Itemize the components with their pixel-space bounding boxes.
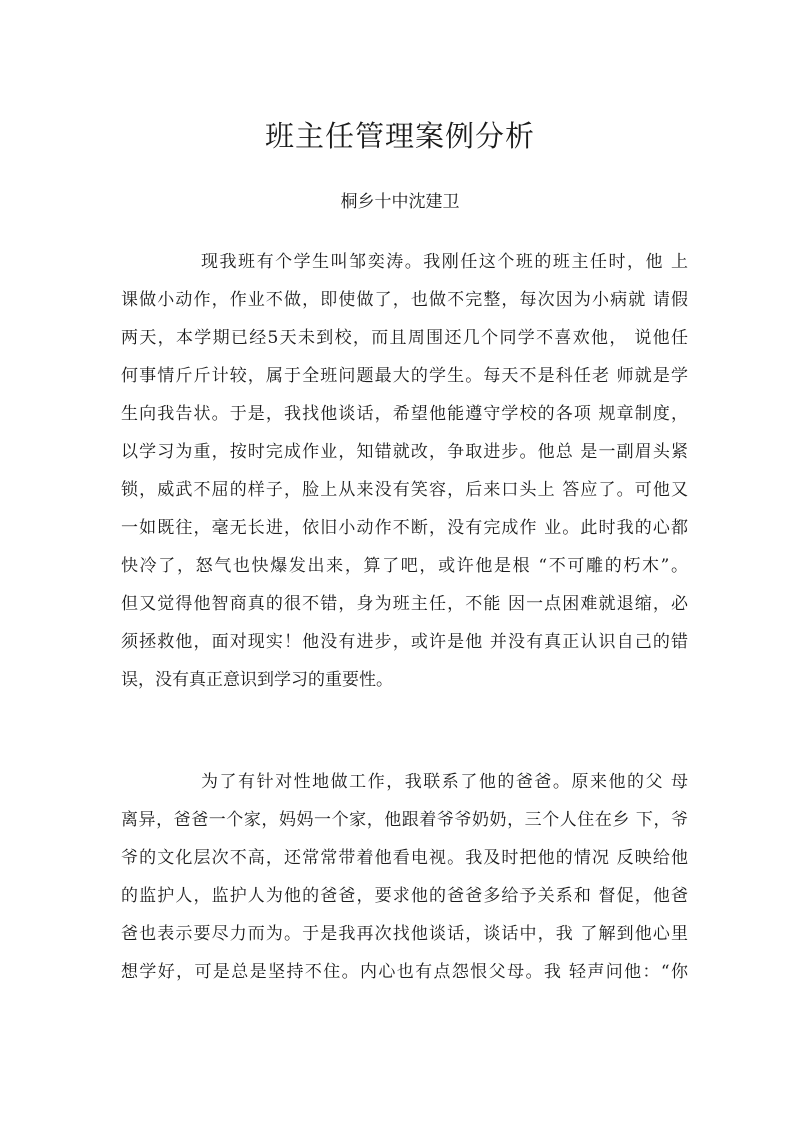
text-line: 爸也表示要尽力而为。于是我再次找他谈话，谈话中，我 了解到他心里 (121, 924, 688, 944)
text-line: 现我班有个学生叫邹奕涛。我刚任这个班的班主任时，他 上 (201, 252, 688, 272)
text-line: 一如既往，毫无长进，依旧小动作不断，没有完成作 业。此时我的心都 (121, 518, 688, 538)
text-line: 想学好，可是总是坚持不住。内心也有点怨恨父母。我 轻声问他：“你 (121, 962, 688, 982)
author-line: 桐乡十中沈建卫 (340, 192, 460, 212)
text-line: 离异，爸爸一个家，妈妈一个家，他跟着爷爷奶奶，三个人住在乡 下，爷 (121, 810, 688, 830)
text-line: 锁，威武不屈的样子，脸上从来没有笑容，后来口头上 答应了。可他又 (121, 480, 688, 500)
text-line: 课做小动作，作业不做，即使做了，也做不完整，每次因为小病就 请假 (121, 290, 688, 310)
text-line: 两天，本学期已经5天未到校，而且周围还几个同学不喜欢他， 说他任 (121, 328, 688, 348)
text-line: 为了有针对性地做工作，我联系了他的爸爸。原来他的父 母 (201, 772, 688, 792)
text-line: 误，没有真正意识到学习的重要性。 (121, 670, 393, 690)
text-line: 快冷了，怒气也快爆发出来，算了吧，或许他是根 “不可雕的朽木”。 (121, 556, 688, 576)
paragraph-2 (121, 763, 688, 991)
text-line: 但又觉得他智商真的很不错，身为班主任，不能 因一点困难就退缩，必 (121, 594, 688, 614)
text-line: 爷的文化层次不高，还常常带着他看电视。我及时把他的情况 反映给他 (121, 848, 688, 868)
text-line: 以学习为重，按时完成作业，知错就改，争取进步。他总 是一副眉头紧 (121, 442, 688, 462)
text-line: 生向我告状。于是，我找他谈话，希望他能遵守学校的各项 规章制度， (121, 404, 688, 424)
text-line: 何事情斤斤计较，属于全班问题最大的学生。每天不是科任老 师就是学 (121, 366, 688, 386)
text-line: 须拯救他，面对现实！他没有进步，或许是他 并没有真正认识自己的错 (121, 632, 688, 652)
document-title: 班主任管理案例分析 (264, 119, 535, 153)
text-line: 的监护人，监护人为他的爸爸，要求他的爸爸多给予关系和 督促，他爸 (121, 886, 688, 906)
paragraph-1 (121, 243, 688, 699)
